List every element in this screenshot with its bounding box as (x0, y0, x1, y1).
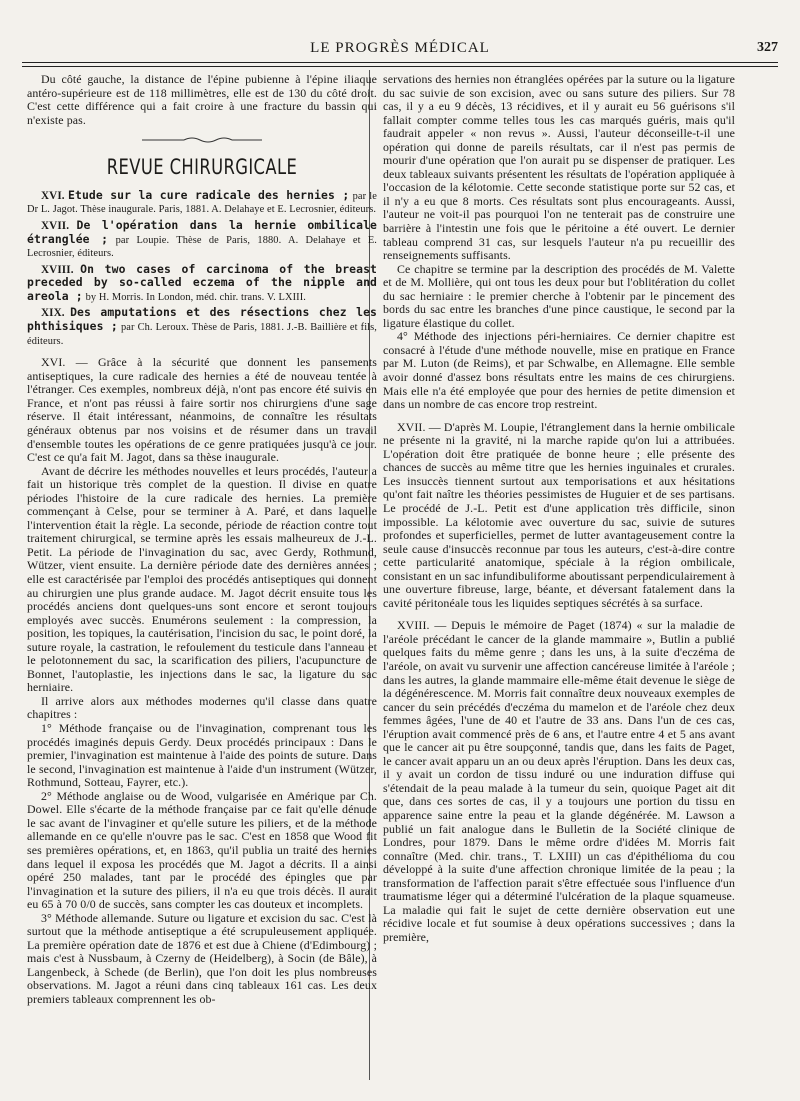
ornament-divider (27, 133, 377, 147)
body-paragraph: 3° Méthode allemande. Suture ou ligature et excision du sac. C'est là surtout que la méthode antiseptique a été scrupuleusement appliquée. La première opération date de 1876 et est due à Chiene (d'Edimbourg) ; mais c'est à Nussbaum, à Czerny de (Heidelberg), à Socin (de Bâle), à Langenbeck, à Schede (de Berlin), que l'on doit les plus nombreuses observations. M. Jagot a réuni dans cinq tableaux 161 cas. Les deux premiers tableaux comprennent les ob- (27, 910, 377, 1006)
header-rule (22, 62, 778, 67)
toc-entry (27, 219, 377, 261)
page-number: 327 (757, 40, 778, 55)
toc-entry (27, 189, 377, 217)
right-column (383, 73, 735, 944)
section-title: REVUE CHIRURGICALE (106, 154, 298, 179)
toc-meta: by H. Morris. In London, méd. chir. trans. V. LXIII. (85, 291, 306, 303)
toc-entry (27, 263, 377, 305)
running-head (22, 40, 778, 64)
body-paragraph: XVI. — Grâce à la sécurité que donnent les pansements antiseptiques, la cure radicale des hernies a été de nouveau tentée à l'étranger. Ces exemples, nombreux déjà, n'ont pas encore été suivis en France, et n'ont pas réussi à faire sortir nos chirurgiens d'une sage réserve. Il était intéressant, néanmoins, de connaître les résultats généraux obtenus par nos voisins et de résumer dans un travail d'ensemble toutes les opérations de ce genre pratiquées jusqu'à ce jour. C'est ce qu'a fait M. Jagot, dans sa thèse inaugurale. (27, 355, 377, 465)
body-paragraph: 1° Méthode française ou de l'invagination, comprenant tous les procédés imaginés depuis Gerdy. Deux procédés principaux : Dans le premier, l'invagination est maintenue à l'aide des points de suture. Dans le second, l'invagination est maintenue à l'aide d'un instrument (Wützer, Rothmund, Sotteau, Fayrer, etc.). (27, 721, 377, 790)
body-paragraph: Il arrive alors aux méthodes modernes qu'il classe dans quatre chapitres : (27, 693, 377, 722)
toc-meta: par Ch. Leroux. Thèse de Paris, 1881. J.-B. Baillière et fils, éditeurs. (27, 322, 378, 347)
body-paragraph: XVII. — D'après M. Loupie, l'étranglement dans la hernie ombilicale ne présente ni la gravité, ni la marche rapide qu'on lui a attribuées. L'opération doit être pratiquée de bonne heure ; elle présente des chances de succès au même titre que les hernies inguinales et crurales. Les insuccès tiennent surtout aux temporisations et aux hésitations qu'ont fait naître les théories pessimistes de Huguier et de ses partisans. Le procédé de J.-L. Petit est d'une application très difficile, sinon impossible. La kélotomie avec ouverture du sac, suivie de sutures profondes et superficielles, permet de lutter avantageusement contre la seule cause d'insuccès reconnue par tous les auteurs, c'est-à-dire contre cette particularité anatomique, spéciale à la région ombilicale, consistant en un sac infundibuliforme aboutissant perpendiculairement à une ouverture fibreuse, large, béante, et déversant fatalement dans la cavité péritonéale tous les liquides septiques sécrétés à sa surface. (383, 419, 735, 610)
toc-title: Des amputations et des résections chez les phthisiques ; (27, 305, 377, 334)
body-paragraph: XVIII. — Depuis le mémoire de Paget (1874) « sur la maladie de l'aréole précédant le cancer de la glande mammaire », Butlin a publié quelques faits du même genre ; dans les uns, à la suite d'eczéma de l'aréole, on avait vu survenir une affection cancéreuse limitée à l'aréole ; dans les autres, la glande mammaire elle-même était devenue le siège de la dégénérescence. M. Morris fait connaître deux nouveaux exemples de cancer du sein précédés d'eczéma du mamelon et de l'aréole chez deux femmes âgées, l'une de 40 et l'autre de 33 ans. Dans l'un de ces cas, l'éruption avait commencé près de 6 ans, et l'autre entre 4 et 5 ans avant que le cancer ait pu être soupçonné, tandis que, dans les faits de Paget, le cancer avait apparu un an ou deux après l'éruption. Dans les deux cas, il y avait un cordon de tissu induré ou une induration diffuse qui s'étendait de la peau malade à la tumeur du sein, quoique Paget ait dit que, dans ces sortes de cas, il y a toujours une portion du tissu en apparence saine entre la peau et la glande dégénérée. M. Lawson a publié un fait analogue dans le Bulletin de la Société clinique de Londres, pour 1879. Dans le même ordre d'idées M. Morris fait connaître (Med. chir. trans., T. LXIII) un cas d'épithélioma du cou développé à la suite d'une affection chronique limitée de la peau ; la transformation de l'affection parait s'être effectuée sous l'influence d'un traumatisme léger qui a déterminé l'ulcération de la plaque squameuse. La maladie qui fait le sujet de cette dernière observation eut une récidive locale et fut soumise à deux opérations successives ; dans la première, (383, 618, 735, 944)
body-paragraph: servations des hernies non étranglées opérées par la suture ou la ligature du sac suivie de son excision, avec ou sans suture des piliers. Sur 78 cas, il y a eu 9 décès, 13 récidives, et il y aurait eu 56 guérisons s'il fallait compter comme telles tous les cas marqués guéris, mais qu'il faudrait appeler « non revus ». Aussi, l'auteur déconseille-t-il une opération qui donne de pareils résultats, car il n'est pas permis de mourir d'une opération que l'on aurait pu se dispenser de pratiquer. Les deux tableaux suivants présentent les résultats de l'opération appliquée à l'occasion de la kélotomie. Cette seconde statistique porte sur 52 cas, et il n'y a eu que 8 morts. Ces résultats sont plus encourageants. Aussi, l'auteur ne voit-il pas pourquoi l'on ne tenterait pas de construire une barrière à l'intestin une fois que le péritoine a été ouvert. Le dernier tableau comprend 31 cas, sur lesquels l'auteur n'a pu recueillir des renseignements suffisants. (383, 72, 735, 263)
body-paragraph: 4° Méthode des injections péri-herniaires. Ce dernier chapitre est consacré à l'étude d'une méthode nouvelle, mise en pratique en France par M. Luton (de Reims), et par Schwalbe, en Allemagne. Elle semble avoir donné d'assez bons résultats entre les mains de ces chirurgiens. Mais elle n'a été employée que pour des hernies de petite dimension et dans un nombre de cas encore trop restreint. (383, 329, 735, 412)
toc-title: Etude sur la cure radicale des hernies ; (68, 187, 350, 202)
body-paragraph: Ce chapitre se termine par la description des procédés de M. Valette et de M. Mollière, qui ont tous les deux pour but l'oblitération du collet du sac herniaire : le premier cherche à l'obtenir par le pincement des bords du sac entre les branches d'une pince caustique, le second par la ligature élastique du collet. (383, 261, 735, 330)
toc-number: XVI. (41, 189, 65, 202)
toc-title: On two cases of carcinoma of the breast preceded by so-called eczema of the nipple and areola ; (27, 261, 377, 303)
body-paragraph: Avant de décrire les méthodes nouvelles et leurs procédés, l'auteur a fait un historique très complet de la question. Il divise en quatre périodes l'histoire de la cure radicale des hernies. La première commençant à Celse, pour se terminer à A. Paré, et dans laquelle l'intervention était la règle. La seconde, période de réaction contre tout traitement chirurgical, se termine après les essais malheureux de J.-L. Petit. La période de l'invagination du sac, avec Gerdy, Rothmund, Wützer, vient ensuite. La dernière période date des dernières années ; elle est caractérisée par l'emploi des procédés antiseptiques qui donnent au chirurgien une plus grande audace. M. Jagot décrit ensuite tous les procédés anciens dont quelques-uns sont encore et seront toujours employés avec succès. Enumérons seulement : la compression, la position, les topiques, la cautérisation, l'incision du sac, le point doré, la suture royale, la castration, le refoulement du testicule dans l'anneau et le pelotonnement du sac, la scarification des piliers, l'acupuncture de Bonnet, l'autoplastie, les injections dans le sac, la ligature du sac herniaire. (27, 463, 377, 695)
body-paragraph: 2° Méthode anglaise ou de Wood, vulgarisée en Amérique par Ch. Dowel. Elle s'écarte de la méthode française par ce fait qu'elle dénude le sac avant de l'invaginer et qu'elle suture les piliers, et de la méthode allemande en ce qu'elle n'ouvre pas le sac. C'est en 1858 que Wood fit ses premières opérations, et, en 1863, qu'il publia un traité des hernies dans lequel il exposa les procédés que M. Jagot a décrits. Il a ainsi opéré 250 malades, tant par le procédé des épingles que par l'invagination et la suture des piliers, il n'a eu que trois décès. Il aurait eu 65 à 70 0/0 de succès, sans compter les cas douteux et incomplets. (27, 788, 377, 912)
toc-meta: par le Dr L. Jagot. Thèse inaugurale. Paris, 1881. A. Delahaye et E. Lecrosnier, éditeurs. (27, 190, 378, 216)
left-column (27, 73, 377, 1007)
toc-list (27, 189, 377, 349)
intro-paragraph: Du côté gauche, la distance de l'épine pubienne à l'épine iliaque antéro-supérieure est de 118 millimètres, elle est de 130 du côté droit. C'est cette différence qui a fait croire à une fracture du bassin qui n'existe pas. (27, 72, 377, 127)
toc-number: XVII. (41, 219, 70, 232)
toc-number: XVIII. (41, 263, 74, 276)
toc-title: De l'opération dans la hernie ombilicale étranglée ; (27, 217, 377, 246)
toc-meta: par Loupie. Thèse de Paris, 1880. A. Delahaye et E. Lecrosnier, éditeurs. (27, 234, 377, 260)
toc-entry (27, 306, 377, 348)
journal-title: LE PROGRÈS MÉDICAL (310, 40, 490, 56)
toc-number: XIX. (41, 307, 65, 320)
flourish-icon (142, 136, 262, 144)
